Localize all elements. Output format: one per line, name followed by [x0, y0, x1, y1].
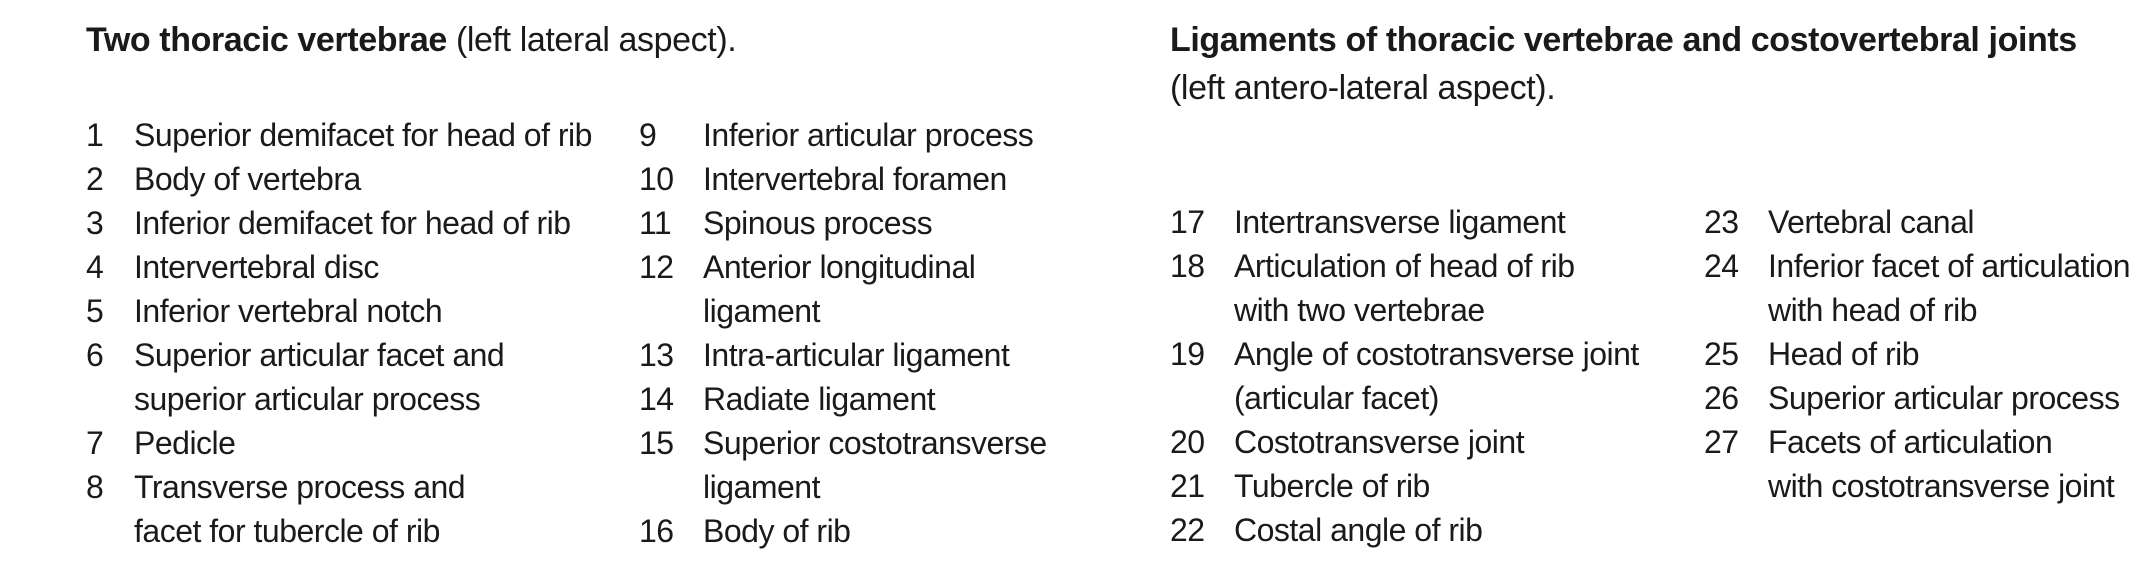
legend-number: 12: [639, 249, 674, 285]
legend-item: [86, 157, 626, 201]
legend-number: 11: [639, 205, 672, 241]
legend-number: 25: [1704, 336, 1739, 372]
legend-label: Inferior articular process: [703, 117, 1034, 153]
legend-item: [639, 509, 1119, 553]
legend-item: [1170, 508, 1690, 552]
legend-label: Costal angle of rib: [1234, 512, 1483, 548]
legend-item: [639, 333, 1119, 377]
legend-number: 18: [1170, 248, 1205, 284]
legend-number: 15: [639, 425, 674, 461]
legend-label: Articulation of head of rib with two vertebrae: [1234, 248, 1575, 328]
legend-item: [86, 465, 626, 553]
legend-item: [86, 289, 626, 333]
legend-label: Tubercle of rib: [1234, 468, 1430, 504]
legend-label: Vertebral canal: [1768, 204, 1974, 240]
left-panel-title-rest: (left lateral aspect).: [446, 21, 737, 59]
legend-number: 4: [86, 249, 104, 285]
legend-label: Inferior demifacet for head of rib: [134, 205, 571, 241]
legend-item: [1704, 244, 2134, 332]
legend-number: 21: [1170, 468, 1205, 504]
legend-number: 3: [86, 205, 104, 241]
legend-label: Intertransverse ligament: [1234, 204, 1566, 240]
legend-number: 16: [639, 513, 674, 549]
right-legend-column-1: [1170, 200, 1690, 552]
legend-label: Superior articular process: [1768, 380, 2120, 416]
legend-number: 14: [639, 381, 674, 417]
legend-number: 24: [1704, 248, 1739, 284]
legend-item: [639, 245, 1119, 333]
legend-item: [86, 201, 626, 245]
legend-number: 5: [86, 293, 104, 329]
legend-label: Inferior vertebral notch: [134, 293, 443, 329]
legend-label: Superior articular facet and superior articular process: [134, 337, 505, 417]
legend-label: Body of vertebra: [134, 161, 361, 197]
legend-label: Facets of articulation with costotransverse joint: [1768, 424, 2115, 504]
legend-label: Intervertebral disc: [134, 249, 379, 285]
left-legend-column-2: [639, 113, 1119, 553]
legend-label: Transverse process and facet for tubercle of rib: [134, 469, 466, 549]
legend-number: 7: [86, 425, 104, 461]
legend-item: [86, 245, 626, 289]
legend-label: Anterior longitudinal ligament: [703, 249, 976, 329]
legend-number: 19: [1170, 336, 1205, 372]
legend-label: Intra-articular ligament: [703, 337, 1010, 373]
legend-label: Spinous process: [703, 205, 933, 241]
right-panel-title: [1170, 16, 2077, 64]
legend-label: Head of rib: [1768, 336, 1920, 372]
legend-number: 8: [86, 469, 104, 505]
right-panel-subtitle: (left antero-lateral aspect).: [1170, 69, 1556, 107]
right-panel-title-bold: Ligaments of thoracic vertebrae and costovertebral joints: [1170, 21, 2077, 59]
legend-item: [86, 333, 626, 421]
left-panel-title-bold: Two thoracic vertebrae: [86, 21, 447, 59]
right-legend-column-2: [1704, 200, 2134, 508]
legend-item: [1170, 244, 1690, 332]
legend-number: 22: [1170, 512, 1205, 548]
legend-item: [1704, 420, 2134, 508]
legend-label: Body of rib: [703, 513, 851, 549]
legend-item: [1704, 332, 2134, 376]
legend-number: 10: [639, 161, 674, 197]
legend-label: Intervertebral foramen: [703, 161, 1007, 197]
legend-number: 9: [639, 117, 657, 153]
legend-item: [1170, 200, 1690, 244]
legend-number: 6: [86, 337, 104, 373]
legend-label: Inferior facet of articulation with head of rib: [1768, 248, 2131, 328]
legend-label: Superior demifacet for head of rib: [134, 117, 592, 153]
legend-number: 26: [1704, 380, 1739, 416]
legend-label: Pedicle: [134, 425, 236, 461]
legend-item: [1704, 200, 2134, 244]
legend-label: Angle of costotransverse joint (articular facet): [1234, 336, 1639, 416]
legend-item: [639, 157, 1119, 201]
legend-item: [639, 377, 1119, 421]
legend-number: 2: [86, 161, 104, 197]
legend-item: [1170, 420, 1690, 464]
legend-number: 23: [1704, 204, 1739, 240]
legend-item: [639, 113, 1119, 157]
legend-number: 17: [1170, 204, 1205, 240]
legend-item: [1170, 464, 1690, 508]
legend-item: [86, 421, 626, 465]
legend-number: 13: [639, 337, 674, 373]
legend-item: [1704, 376, 2134, 420]
legend-item: [639, 421, 1119, 509]
legend-item: [1170, 332, 1690, 420]
legend-item: [86, 113, 626, 157]
legend-number: 20: [1170, 424, 1205, 460]
legend-number: 27: [1704, 424, 1739, 460]
legend-item: [639, 201, 1119, 245]
left-panel-title: [86, 16, 736, 64]
legend-label: Radiate ligament: [703, 381, 936, 417]
legend-number: 1: [86, 117, 104, 153]
legend-label: Superior costotransverse ligament: [703, 425, 1047, 505]
left-legend-column-1: [86, 113, 626, 553]
legend-label: Costotransverse joint: [1234, 424, 1525, 460]
